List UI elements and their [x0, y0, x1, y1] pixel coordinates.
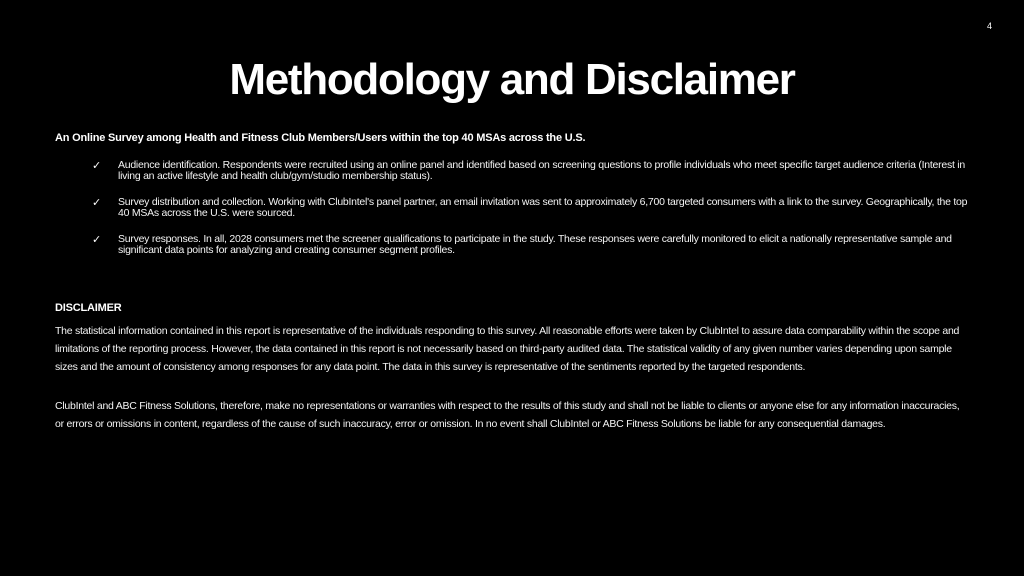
check-icon: ✓	[92, 160, 102, 172]
methodology-item-audience	[92, 160, 972, 181]
page-number: 4	[986, 21, 992, 31]
disclaimer-paragraph: The statistical information contained in this report is representative of the individuals responding to this survey. All reasonable efforts were taken by ClubIntel to assure data comparability within the scope and limitations of the reporting process. However, the data contained in this report is not necessarily based on third-party audited data. The statistical validity of any given number varies depending upon sample sizes and the amount of consistency among responses for any data point. The data in this survey is representative of the sentiments reported by the targeted respondents.	[55, 325, 960, 373]
methodology-item-responses	[92, 234, 972, 255]
page-title: Methodology and Disclaimer	[229, 55, 795, 104]
check-icon: ✓	[92, 234, 102, 246]
survey-subtitle: An Online Survey among Health and Fitness Club Members/Users within the top 40 MSAs across the U.S.	[55, 132, 586, 144]
methodology-list	[92, 160, 972, 271]
methodology-item-text: Audience identification. Respondents were recruited using an online panel and identified based on screening questions to profile individuals who meet specific target audience criteria (Interest in living an active lifestyle and health club/gym/studio membership status).	[118, 159, 965, 182]
disclaimer-paragraph: ClubIntel and ABC Fitness Solutions, therefore, make no representations or warranties with respect to the results of this study and shall not be liable to clients or anyone else for any information inaccuracies, or errors or omissions in content, regardless of the cause of such inaccuracy, error or omission. In no event shall ClubIntel or ABC Fitness Solutions be liable for any consequential damages.	[55, 400, 960, 430]
methodology-item-text: Survey responses. In all, 2028 consumers met the screener qualifications to participate in the study. These responses were carefully monitored to elicit a nationally representative sample and significant data points for analyzing and creating consumer segment profiles.	[118, 233, 952, 256]
methodology-item-distribution	[92, 197, 972, 218]
methodology-item-text: Survey distribution and collection. Working with ClubIntel's panel partner, an email invitation was sent to approximately 6,700 targeted consumers with a link to the survey. Geographically, the top 40 MSAs across the U.S. were sourced.	[118, 196, 968, 219]
disclaimer-heading: DISCLAIMER	[55, 302, 122, 314]
check-icon: ✓	[92, 197, 102, 209]
